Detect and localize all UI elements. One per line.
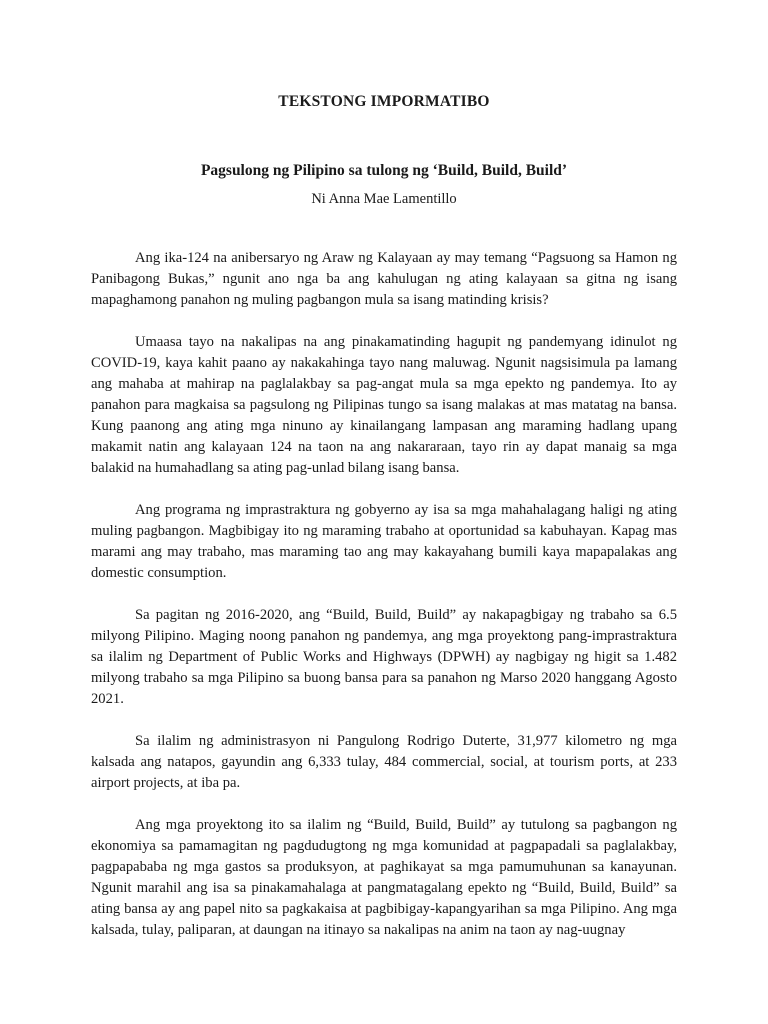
paragraph-6: Ang mga proyektong ito sa ilalim ng “Build, Build, Build” ay tutulong sa pagbangon ng ekonomiya sa pamamagitan ng pagdudugtong ng mga komunidad at pagpapadali sa paglalakbay, pagpapababa ng mga gastos sa produksyon, at paghikayat sa mga pamumuhunan sa kanayunan. Ngunit marahil ang isa sa pinakamahalaga at pangmatagalang epekto ng “Build, Build, Build” sa ating bansa ay ang papel nito sa pagkakaisa at pagbibigay-kapangyarihan sa mga Pilipino. Ang mga kalsada, tulay, paliparan, at daungan na itinayo sa nakalipas na anim na taon ay nag-uugnay	[91, 817, 677, 938]
article-title: Pagsulong ng Pilipino sa tulong ng ‘Build, Build, Build’	[200, 162, 568, 179]
paragraph-4: Sa pagitan ng 2016-2020, ang “Build, Build, Build” ay nakapagbigay ng trabaho sa 6.5 milyong Pilipino. Maging noong panahon ng pandemya, ang mga proyektong pang-imprastraktura sa ilalim ng Department of Public Works and Highways (DPWH) ay nagbigay ng higit sa 1.482 milyong trabaho sa mga Pilipino sa buong bansa para sa panahon ng Marso 2020 hanggang Agosto 2021.	[91, 607, 677, 707]
byline: Ni Anna Mae Lamentillo	[311, 191, 457, 207]
paragraph-2: Umaasa tayo na nakalipas na ang pinakamatinding hagupit ng pandemyang idinulot ng COVID-19, kaya kahit paano ay nakakahinga tayo nang maluwag. Ngunit nagsisimula pa lamang ang mahaba at mahirap na paglalakbay sa pag-angat mula sa mga epekto ng pandemya. Ito ay panahon para magkaisa sa pagsulong ng Pilipinas tungo sa isang malakas at mas matatag na bansa. Kung paanong ang ating mga ninuno ay kinailangang lampasan ang maraming hadlang upang makamit natin ang kalayaan 124 na taon na ang nakararaan, tayo rin ay dapat manaig sa mga balakid na humahadlang sa ating pag-unlad bilang isang bansa.	[91, 334, 677, 476]
article-body	[91, 248, 677, 962]
paragraph-5: Sa ilalim ng administrasyon ni Pangulong Rodrigo Duterte, 31,977 kilometro ng mga kalsada ang natapos, gayundin ang 6,333 tulay, 484 commercial, social, at tourism ports, at 233 airport projects, at iba pa.	[91, 733, 677, 791]
paragraph-3: Ang programa ng imprastraktura ng gobyerno ay isa sa mga mahahalagang haligi ng ating muling pagbangon. Magbibigay ito ng maraming trabaho at oportunidad sa kabuhayan. Kapag mas marami ang may trabaho, mas maraming tao ang may kakayahang bumili kaya mapapalakas ang domestic consumption.	[91, 502, 677, 581]
document-heading: TEKSTONG IMPORMATIBO	[278, 93, 490, 110]
paragraph-1: Ang ika-124 na anibersaryo ng Araw ng Kalayaan ay may temang “Pagsuong sa Hamon ng Panibagong Bukas,” ngunit ano nga ba ang kahulugan ng ating kalayaan sa gitna ng isang mapaghamong panahon ng muling pagbangon mula sa isang matinding krisis?	[91, 250, 677, 308]
